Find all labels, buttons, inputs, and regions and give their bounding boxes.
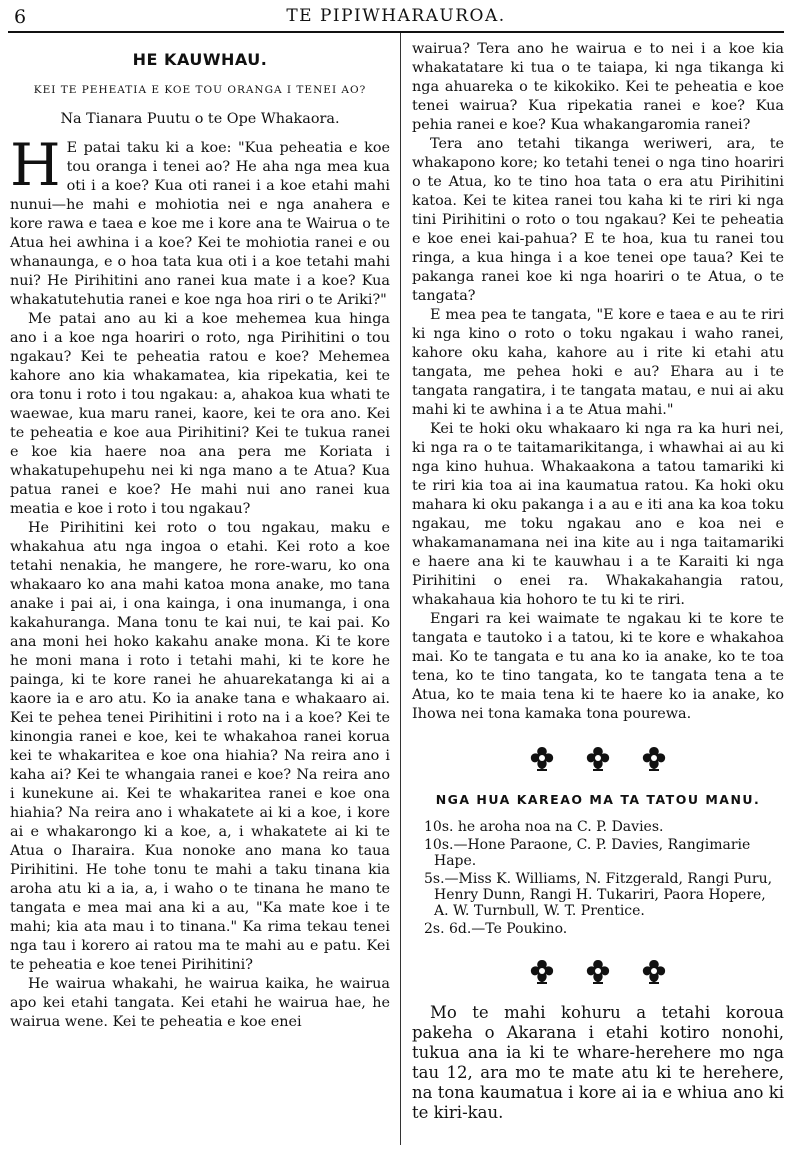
ornament-row (412, 744, 784, 772)
news-notice: Mo te mahi kohuru a tetahi koroua pakeha o Akarana i etahi kotiro nonohi, tukua ana ia ki te whare-herehere mo nga tau 12, ara mo te mate atu ki te herehere, na tona kaumatua i kore ai ia e whiua ano ki te kiri-kau. (412, 1003, 784, 1122)
column-divider (400, 33, 401, 1145)
flower-ornament-icon (639, 744, 669, 772)
paragraph: Tera ano tetahi tikanga weriweri, ara, te whakapono kore; ko tetahi tenei o nga tino hoariri o te Atua, ko te tino hoa tata o era atu Pirihitini katoa. Kei te kitea ranei tou kaha ki te riri ki nga tini Pirihitini o roto o tou ngakau? Kei te peheatia e koe enei kai-pahua? E te hoa, kua tu ranei tou ringa, a kua hinga i a koe tenei ope taua? Kei te pakanga ranei koe ki nga hoariri o te Atua, o te tangata? (412, 136, 784, 304)
paragraph (10, 131, 390, 310)
running-title: TE PIPIWHARAUROA. (286, 6, 506, 26)
paragraph: Kei te hoki oku whakaaro ki nga ra ka huri nei, ki nga ra o te taitamarikitanga, i whawhai ai au ki nga kino huhua. Whakaakona a tatou tamariki ki te riri kia toa ai ina kaumatua ratou. Ka hoki oku mahara ki oku pakanga i a au e iti ana ka koa toku ngakau, me toku ngakau ano e koa nei e whakamanamana nei ina kite au i nga taitamariki e haere ana ki te kauwhau i a te Karaiti ki nga Pirihitini o enei ra. Whakakahangia ratou, whakahaua kia hohoro te tu ki te riri. (412, 421, 784, 608)
paragraph: wairua? Tera ano he wairua e to nei i a koe kia whakatatare ki tua o te taiapa, ki nga tikanga ki nga ahuareka o te kikokiko. Kei te peheatia e koe tenei wairua? Kua ripekatia ranei e koe? Kua pehia ranei e koe? Kua whakangaromia ranei? (412, 41, 784, 133)
paragraph-text: E patai taku ki a koe: "Kua peheatia e koe tou oranga i tenei ao? He aha nga mea kua oti i a koe? Kua oti ranei i a koe etahi mahi nunui—he mahi e mohiotia nei e nga anahera e kore rawa e taea e koe me i kore ana te Wairua o te Atua hei awhina i a koe? Kei te mohiotia ranei e ou whanaunga, e o hoa tata kua oti i a koe tetahi mahi nui? He Pirihitini ano ranei kua mate i a koe? Kua whakatutehutia ranei e koe nga hoa riri o te Ariki?" (10, 140, 390, 308)
left-column (10, 44, 390, 1032)
paragraph: He wairua whakahi, he wairua kaika, he wairua apo kei etahi tangata. Kei etahi he wairua hae, he wairua wene. Kei te peheatia e koe enei (10, 976, 390, 1030)
donation-entry: 5s.—Miss K. Williams, N. Fitzgerald, Rangi Puru, Henry Dunn, Rangi H. Tukariri, Paora Hopere, A. W. Turnbull, W. T. Prentice. (424, 871, 773, 919)
flower-ornament-icon (639, 957, 669, 985)
drop-cap: H (10, 131, 61, 199)
flower-ornament-icon (527, 744, 557, 772)
sermon-heading: HE KAUWHAU. (132, 50, 268, 69)
donation-entry: 10s. he aroha noa na C. P. Davies. (424, 819, 664, 835)
paragraph: Engari ra kei waimate te ngakau ki te kore te tangata e tautoko i a tatou, ki te kore e whakahoa mai. Ko te tangata e tu ana ko ia anake, ko te toa tena, ko te tino tangata, ko te tangata tena a te Atua, ko te maia tena ki te haere ko ia anake, ko Ihowa nei tona kamaka tona pourewa. (412, 611, 784, 722)
paragraph: Me patai ano au ki a koe mehemea kua hinga ano i a koe nga hoariri o roto, nga Pirihitini o tou ngakau? Kei te peheatia ratou e koe? Mehemea kahore ano kia whakamatea, kia ripekatia, kei te ora tonu i roto i tou ngakau: a, ahakoa kua whati te waewae, kua maru ranei, kaore, kei te ora ano. Kei te peheatia e koe aua Pirihitini? Kei te tukua ranei e koe kia haere noa ana pera me Koriata i whakatupehupehu nei ki nga mano a te Atua? Kua patua ranei e koe? He mahi nui ano ranei kua meatia e koe i roto i tou ngakau? (10, 311, 390, 517)
right-column (412, 40, 784, 1123)
donation-entry: 2s. 6d.—Te Poukino. (424, 921, 568, 937)
ornament-row (412, 957, 784, 985)
paragraph: He Pirihitini kei roto o tou ngakau, maku e whakahua atu nga ingoa o etahi. Kei roto a koe tetahi nenakia, he mangere, he rore-waru, ko ona whakaaro ko ana mahi katoa mona anake, mo tana anake i pai ai, i ona kainga, i ona inumanga, i ona kakahuranga. Mana tonu te kai nui, te kai pai. Ko ana moni hei hoko kakahu anake mona. Ki te kore he moni mana i roto i tetahi mahi, ki te kore he painga, ki te kore ranei he ahuarekatanga ki ai a kaore ia e aro atu. Ko ia anake tana e whakaaro ai. Kei te pehea tenei Pirihitini i roto na i a koe? Kei te kinongia ranei e koe, kei te whakahoa ranei korua kei te whakaritea e koe ona hiahia? Na reira ano i kaha ai? Kei te whangaia ranei e koe? Na reira ano i kunekune ai. Kei te whakaritea ranei e koe ona hiahia? Na reira ano i whakatete ai ki a koe, i kore ai e whakarongo ki a koe, a, i whakatete ai ki te Atua o Iharaira. Kua nonoke ano mana ko taua Pirihitini. He tohe tonu te mahi a taku tinana kia aroha atu ki a ia, a, i waho o te tinana he mano te tangata e mea mai ana ki a au, "Ka mate koe i te mahi; kia ata mau i to tinana." Ka rima tekau tenei nga tau i korero ai ratou ma te mahi au e patu. Kei te peheatia e koe tenei Pirihitini? (10, 520, 390, 973)
sermon-author: Na Tianara Puutu o te Ope Whakaora. (60, 111, 340, 127)
flower-ornament-icon (527, 957, 557, 985)
flower-ornament-icon (583, 957, 613, 985)
page-number: 6 (14, 6, 27, 28)
flower-ornament-icon (583, 744, 613, 772)
donation-entry: 10s.—Hone Paraone, C. P. Davies, Rangimarie Hape. (424, 837, 751, 869)
donations-heading: NGA HUA KAREAO MA TA TATOU MANU. (435, 792, 761, 807)
sermon-subtitle: KEI TE PEHEATIA E KOE TOU ORANGA I TENEI AO? (33, 84, 367, 96)
header-rule (8, 31, 784, 33)
paragraph: E mea pea te tangata, "E kore e taea e au te riri ki nga kino o roto o toku ngakau i waho ranei, kahore oku kaha, kahore au i rite ki etahi atu tangata, me pehea hoki e au? Ehara au i te tangata rangatira, i te tangata matau, e nui ai aku mahi ki te awhina i a te Atua mahi." (412, 307, 784, 418)
